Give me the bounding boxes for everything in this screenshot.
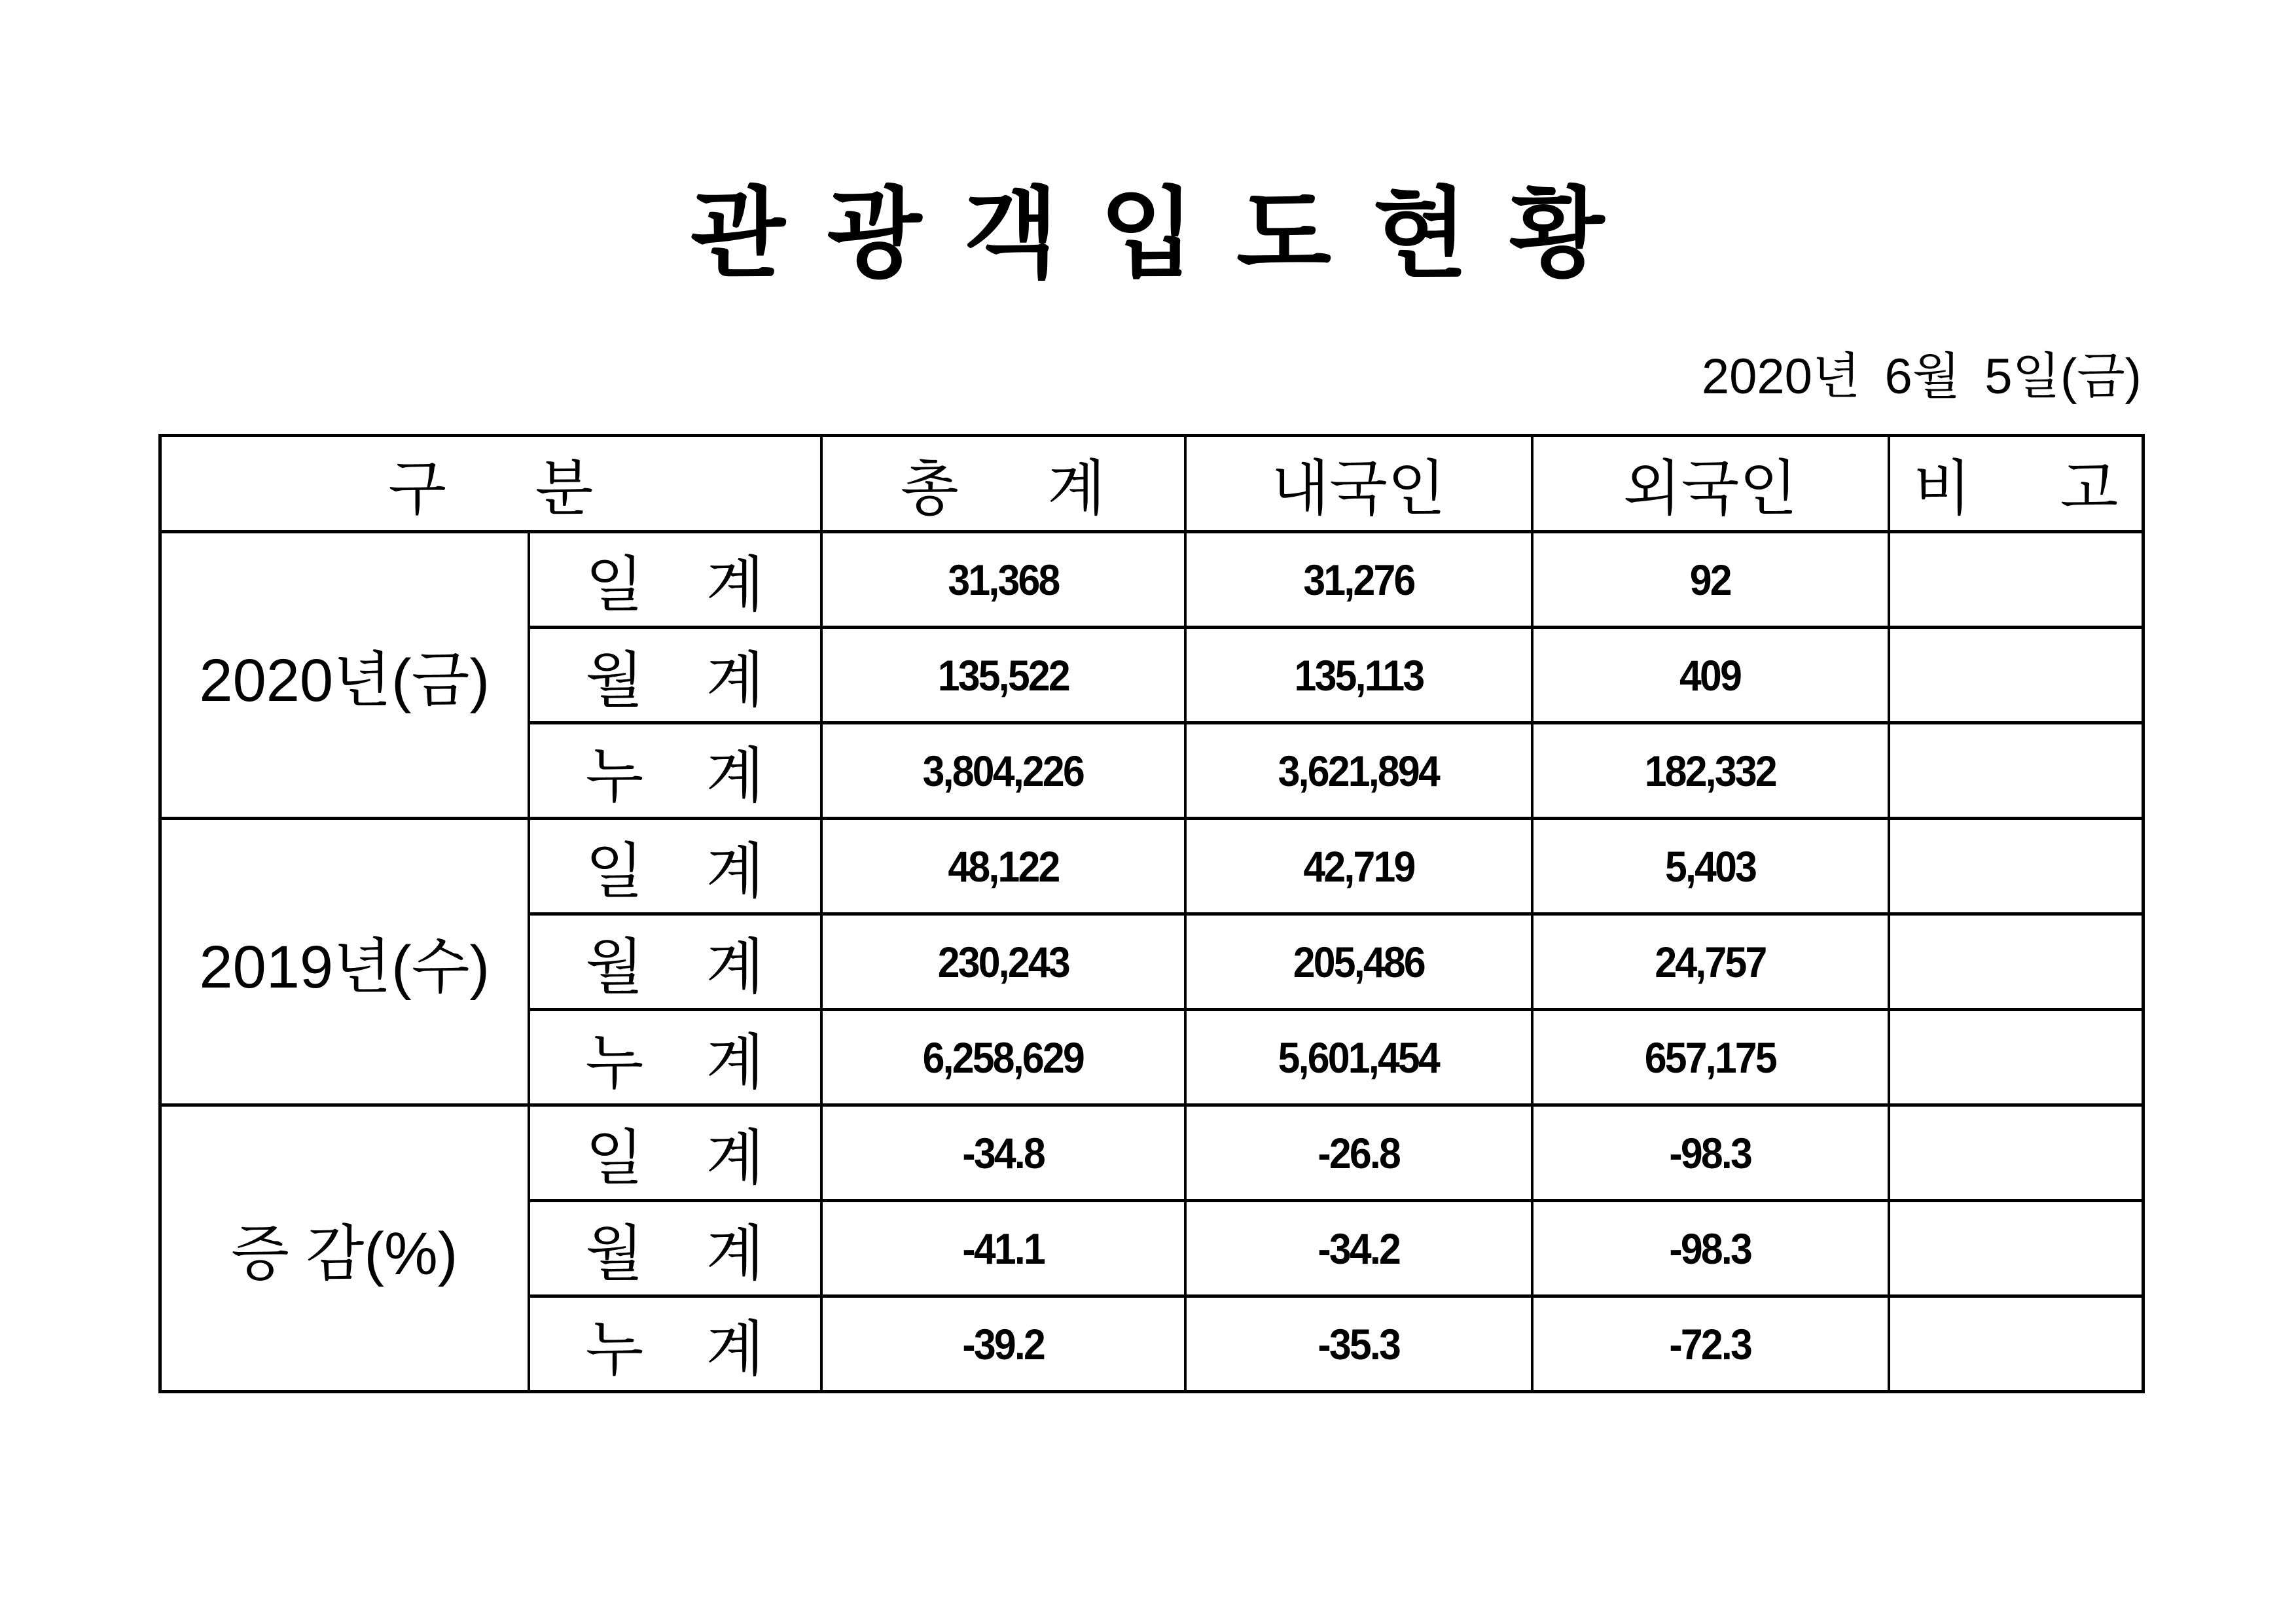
- cell-foreign: [1532, 532, 1889, 628]
- cell-total: [821, 532, 1185, 628]
- period-label: 월 계: [529, 628, 821, 723]
- cell-foreign: [1532, 1296, 1889, 1392]
- cell-domestic: [1185, 1010, 1532, 1105]
- cell-total: [821, 1201, 1185, 1296]
- cell-foreign: [1532, 628, 1889, 723]
- cell-total: [821, 723, 1185, 819]
- value: 6,258,629: [922, 1033, 1084, 1082]
- value: -98.3: [1669, 1224, 1751, 1273]
- period-label: 일 계: [529, 532, 821, 628]
- value: -26.8: [1318, 1128, 1399, 1177]
- group-label-2019: 2019년(수): [160, 819, 529, 1105]
- value: 5,403: [1664, 842, 1756, 891]
- header-row: [160, 436, 2144, 532]
- value: -39.2: [962, 1319, 1044, 1368]
- value: 24,757: [1655, 937, 1766, 986]
- cell-foreign: [1532, 914, 1889, 1010]
- period-label: 월 계: [529, 914, 821, 1010]
- value: 409: [1679, 651, 1741, 700]
- header-foreign: 외국인: [1532, 436, 1889, 532]
- cell-total: [821, 628, 1185, 723]
- cell-remarks: [1889, 1296, 2144, 1392]
- cell-foreign: [1532, 819, 1889, 914]
- value: -34.2: [1318, 1224, 1399, 1273]
- value: -98.3: [1669, 1128, 1751, 1177]
- period-label: 일 계: [529, 1105, 821, 1201]
- value: 31,368: [947, 555, 1059, 604]
- value: 205,486: [1293, 937, 1424, 986]
- cell-total: [821, 914, 1185, 1010]
- page-title: 관 광 객 입 도 현 황: [690, 179, 1606, 289]
- value: -34.8: [962, 1128, 1044, 1177]
- value: -41.1: [962, 1224, 1044, 1273]
- period-label: 누 계: [529, 723, 821, 819]
- cell-foreign: [1532, 1010, 1889, 1105]
- cell-remarks: [1889, 819, 2144, 914]
- cell-domestic: [1185, 819, 1532, 914]
- group-label-2020: 2020년(금): [160, 532, 529, 819]
- cell-domestic: [1185, 1201, 1532, 1296]
- cell-remarks: [1889, 1010, 2144, 1105]
- period-label: 누 계: [529, 1010, 821, 1105]
- cell-total: [821, 1105, 1185, 1201]
- cell-domestic: [1185, 914, 1532, 1010]
- period-label: 누 계: [529, 1296, 821, 1392]
- header-total: 총 계: [821, 436, 1185, 532]
- value: 135,113: [1294, 651, 1423, 700]
- cell-remarks: [1889, 723, 2144, 819]
- table-row: [160, 532, 2144, 628]
- value: -72.3: [1669, 1319, 1751, 1368]
- cell-remarks: [1889, 532, 2144, 628]
- cell-total: [821, 1010, 1185, 1105]
- cell-foreign: [1532, 1201, 1889, 1296]
- value: 657,175: [1644, 1033, 1776, 1082]
- value: 3,804,226: [922, 746, 1084, 795]
- value: -35.3: [1318, 1319, 1399, 1368]
- value: 182,332: [1644, 746, 1776, 795]
- cell-domestic: [1185, 1105, 1532, 1201]
- period-label: 월 계: [529, 1201, 821, 1296]
- value: 135,522: [937, 651, 1069, 700]
- header-remarks: 비 고: [1889, 436, 2144, 532]
- cell-remarks: [1889, 1201, 2144, 1296]
- cell-remarks: [1889, 628, 2144, 723]
- tourist-arrivals-table: [158, 434, 2145, 1393]
- value: 230,243: [937, 937, 1069, 986]
- header-domestic: 내국인: [1185, 436, 1532, 532]
- cell-remarks: [1889, 914, 2144, 1010]
- cell-domestic: [1185, 723, 1532, 819]
- value: 48,122: [947, 842, 1059, 891]
- cell-domestic: [1185, 532, 1532, 628]
- value: 42,719: [1302, 842, 1414, 891]
- table-row: [160, 1105, 2144, 1201]
- value: 92: [1689, 555, 1731, 604]
- table-row: [160, 819, 2144, 914]
- cell-remarks: [1889, 1105, 2144, 1201]
- cell-total: [821, 819, 1185, 914]
- cell-domestic: [1185, 1296, 1532, 1392]
- cell-total: [821, 1296, 1185, 1392]
- cell-foreign: [1532, 723, 1889, 819]
- value: 5,601,454: [1278, 1033, 1439, 1082]
- report-date: 2020년 6월 5일(금): [1701, 349, 2142, 404]
- group-label-change: 증 감(%): [160, 1105, 529, 1392]
- value: 31,276: [1302, 555, 1414, 604]
- header-category: 구 분: [160, 436, 821, 532]
- cell-domestic: [1185, 628, 1532, 723]
- value: 3,621,894: [1278, 746, 1439, 795]
- period-label: 일 계: [529, 819, 821, 914]
- cell-foreign: [1532, 1105, 1889, 1201]
